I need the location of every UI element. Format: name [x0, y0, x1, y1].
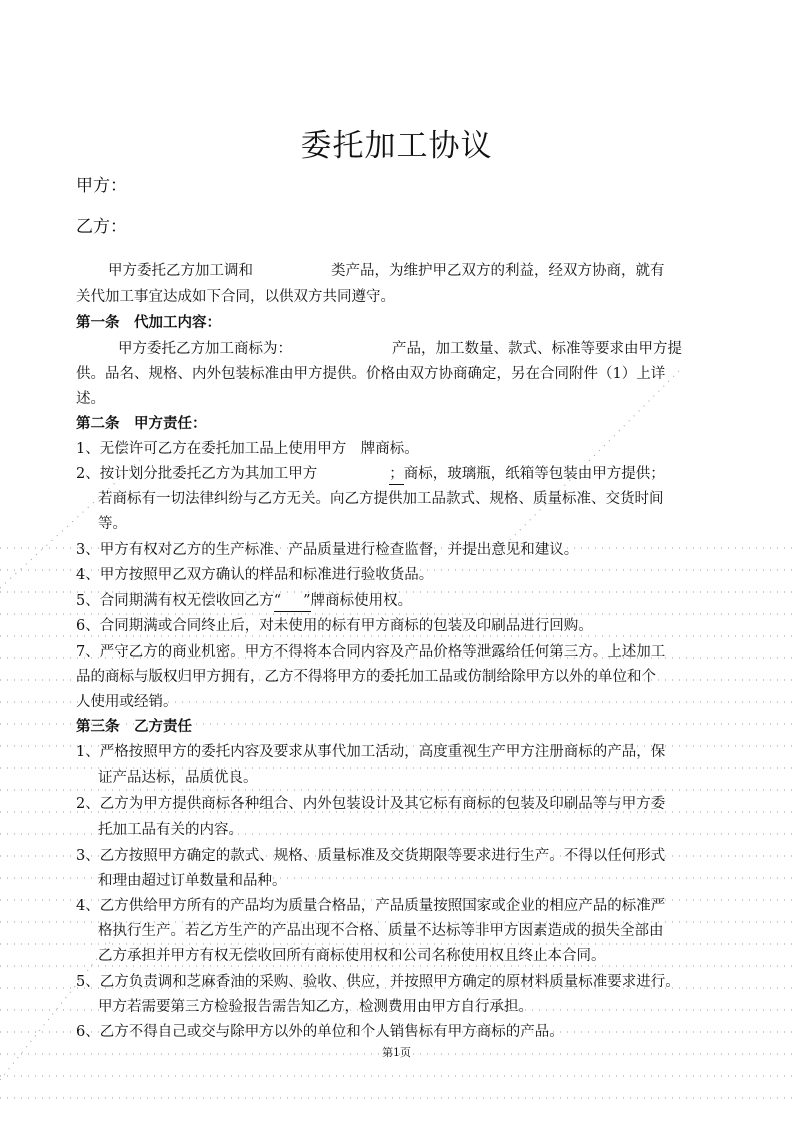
semicolon-mark: ； — [389, 464, 404, 485]
article-2-item-2-start: 2、按计划分批委托乙方为其加工甲方 — [76, 466, 318, 482]
party-b-label: 乙方： — [76, 217, 127, 237]
article-2-item-2 — [76, 464, 665, 485]
article-3-item-1-line-1: 1、严格按照甲方的委托内容及要求从事代加工活动，高度重视生产甲方注册商标的产品，保 — [76, 744, 666, 760]
article-2-item-5 — [76, 591, 412, 612]
intro-text-start: 甲方委托乙方加工调和 — [108, 263, 253, 279]
article-2-item-7-line-1: 7、严守乙方的商业机密。甲方不得将本合同内容及产品价格等泄露给任何第三方。上述加工 — [76, 644, 666, 660]
article-3-item-3-line-2: 和理由超过订单数量和品种。 — [98, 873, 287, 889]
article-2-item-2-end: 商标，玻璃瓶，纸箱等包装由甲方提供； — [403, 466, 665, 482]
article-2-item-7-line-3: 人使用或经销。 — [76, 694, 178, 710]
article-1-line-1 — [118, 339, 682, 359]
article-1-heading: 第一条 代加工内容： — [76, 314, 221, 331]
document-title: 委托加工协议 — [300, 128, 493, 164]
article-1-text-start: 甲方委托乙方加工商标为： — [118, 341, 292, 357]
article-3-item-5-line-2: 甲方若需要第三方检验报告需告知乙方，检测费用由甲方自行承担。 — [98, 999, 533, 1015]
dotted-diagonal-right — [510, 370, 680, 540]
article-3-item-2-line-1: 2、乙方为甲方提供商标各种组合、内外包装设计及其它标有商标的包装及印刷品等与甲方委 — [76, 796, 666, 812]
article-3-item-4-line-2: 格执行生产。若乙方生产的产品出现不合格、质量不达标等非甲方因素造成的损失全部由 — [98, 923, 664, 939]
article-3-heading: 第三条 乙方责任 — [76, 718, 192, 735]
party-a-label: 甲方： — [76, 176, 127, 196]
article-3-item-2-line-2: 托加工品有关的内容。 — [98, 822, 243, 838]
article-2-item-3: 3、甲方有权对乙方的生产标准、产品质量进行检查监督，并提出意见和建议。 — [76, 542, 579, 558]
article-2-heading: 第二条 甲方责任： — [76, 415, 207, 432]
open-quote: “ — [273, 593, 282, 609]
article-3-item-6: 6、乙方不得自己或交与除甲方以外的单位和个人销售标有甲方商标的产品。 — [76, 1024, 564, 1040]
intro-text-end: 类产品，为维护甲乙双方的利益，经双方协商，就有 — [331, 263, 665, 279]
article-3-item-1-line-2: 证产品达标，品质优良。 — [98, 770, 258, 786]
article-2-item-1: 1、无偿许可乙方在委托加工品上使用甲方 牌商标。 — [76, 441, 419, 457]
page-number: 第1页 — [382, 1046, 411, 1059]
close-quote: ” — [303, 593, 311, 609]
brand-quote-blank — [274, 591, 311, 612]
article-2-item-5-end: 牌商标使用权。 — [310, 593, 413, 609]
article-3-item-3-line-1: 3、乙方按照甲方确定的款式、规格、质量标准及交货期限等要求进行生产。不得以任何形式 — [76, 848, 666, 864]
article-2-item-5-start: 5、合同期满有权无偿收回乙方 — [76, 593, 274, 609]
article-1-text-end: 产品，加工数量、款式、标准等要求由甲方提 — [392, 341, 682, 357]
article-3-item-5-line-1: 5、乙方负责调和芝麻香油的采购、验收、供应，并按照甲方确定的原材料质量标准要求进行。 — [76, 974, 680, 990]
article-2-item-2-line-2: 若商标有一切法律纠纷与乙方无关。向乙方提供加工品款式、规格、质量标准、交货时间 — [98, 491, 664, 507]
article-2-item-7-line-2: 品的商标与版权归甲方拥有，乙方不得将甲方的委托加工品或仿制给除甲方以外的单位和个 — [76, 669, 656, 685]
article-2-item-2-line-3: 等。 — [98, 516, 127, 532]
intro-line-2: 关代加工事宜达成如下合同，以供双方共同遵守。 — [76, 289, 395, 305]
article-3-item-4-line-3: 乙方承担并甲方有权无偿收回所有商标使用权和公司名称使用权且终止本合同。 — [98, 948, 606, 964]
article-1-line-2: 供。品名、规格、内外包装标准由甲方提供。价格由双方协商确定，另在合同附件（1）上详 — [76, 366, 666, 382]
article-2-item-4: 4、甲方按照甲乙双方确认的样品和标准进行验收货品。 — [76, 567, 434, 583]
article-2-item-6: 6、合同期满或合同终止后，对未使用的标有甲方商标的包装及印刷品进行回购。 — [76, 618, 593, 634]
article-1-line-3: 述。 — [76, 391, 105, 407]
article-3-item-4-line-1: 4、乙方供给甲方所有的产品均为质量合格品，产品质量按照国家或企业的相应产品的标准严 — [76, 898, 666, 914]
intro-line-1 — [108, 261, 665, 281]
